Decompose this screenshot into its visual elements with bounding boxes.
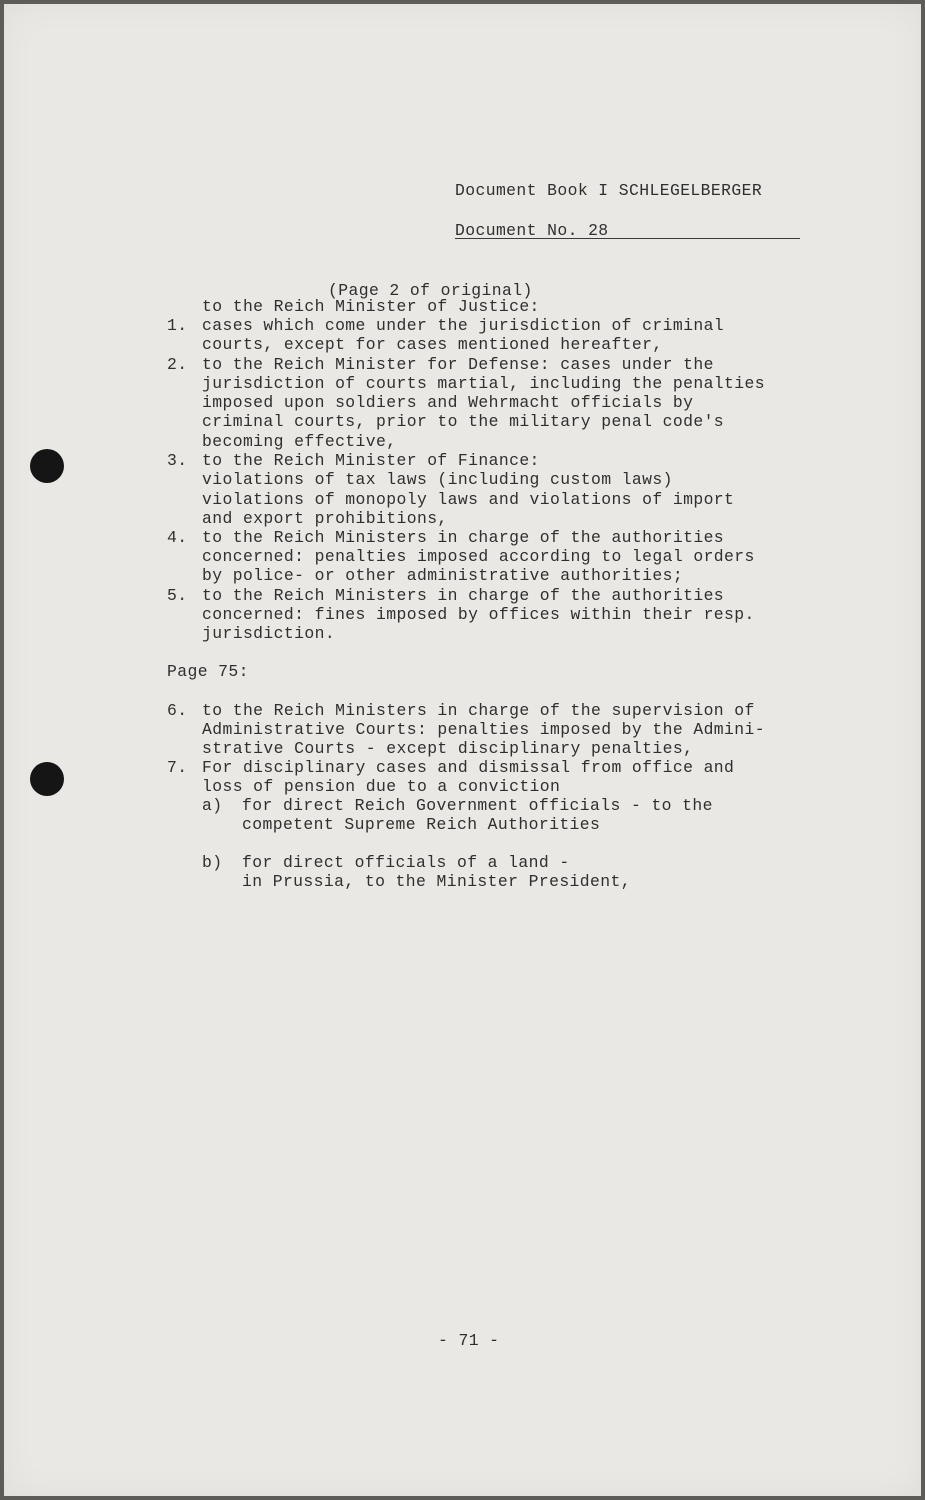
item-line: and export prohibitions,: [202, 509, 448, 528]
item-number: 2.: [167, 355, 188, 374]
item-line: to the Reich Minister for Defense: cases under the: [202, 355, 714, 374]
item-line: violations of monopoly laws and violations of import: [202, 490, 735, 509]
item-number: 5.: [167, 586, 188, 605]
subitem-line: for direct officials of a land -: [242, 853, 570, 872]
subitem-line: in Prussia, to the Minister President,: [242, 872, 631, 891]
page-number: - 71 -: [438, 1331, 500, 1350]
item-line: cases which come under the jurisdiction of criminal: [202, 316, 725, 335]
item-line: loss of pension due to a conviction: [202, 777, 561, 796]
item-line: jurisdiction of courts martial, including the penalties: [202, 374, 765, 393]
item-line: to the Reich Ministers in charge of the authorities: [202, 528, 725, 547]
item-number: 4.: [167, 528, 188, 547]
punch-hole-top: [30, 449, 64, 483]
item-line: criminal courts, prior to the military penal code's: [202, 412, 725, 431]
document-book-label: Document Book I SCHLEGELBERGER: [455, 181, 763, 200]
item-line: to the Reich Ministers in charge of the authorities: [202, 586, 725, 605]
item-number: 6.: [167, 701, 188, 720]
item-number: 1.: [167, 316, 188, 335]
item-line: concerned: penalties imposed according to legal orders: [202, 547, 755, 566]
item-line: becoming effective,: [202, 432, 397, 451]
item-line: violations of tax laws (including custom laws): [202, 470, 673, 489]
item-line: imposed upon soldiers and Wehrmacht officials by: [202, 393, 694, 412]
item-number: 7.: [167, 758, 188, 777]
document-number-label: Document No. 28: [455, 221, 609, 240]
item-line: For disciplinary cases and dismissal from office and: [202, 758, 735, 777]
intro-line: to the Reich Minister of Justice:: [202, 297, 540, 316]
item-line: concerned: fines imposed by offices within their resp.: [202, 605, 755, 624]
item-line: to the Reich Ministers in charge of the supervision of: [202, 701, 755, 720]
item-line: courts, except for cases mentioned hereafter,: [202, 335, 663, 354]
item-number: 3.: [167, 451, 188, 470]
page-of-original-note: (Page 2 of original): [328, 281, 533, 300]
item-line: to the Reich Minister of Finance:: [202, 451, 540, 470]
punch-hole-bottom: [30, 762, 64, 796]
subitem-line: competent Supreme Reich Authorities: [242, 815, 601, 834]
subitem-line: for direct Reich Government officials - to the: [242, 796, 713, 815]
subitem-label: a): [202, 796, 223, 815]
item-line: strative Courts - except disciplinary penalties,: [202, 739, 694, 758]
subitem-label: b): [202, 853, 223, 872]
item-line: jurisdiction.: [202, 624, 336, 643]
page-reference: Page 75:: [167, 662, 249, 681]
document-number-underline: [455, 238, 800, 239]
item-line: by police- or other administrative authorities;: [202, 566, 684, 585]
item-line: Administrative Courts: penalties imposed by the Admini-: [202, 720, 765, 739]
